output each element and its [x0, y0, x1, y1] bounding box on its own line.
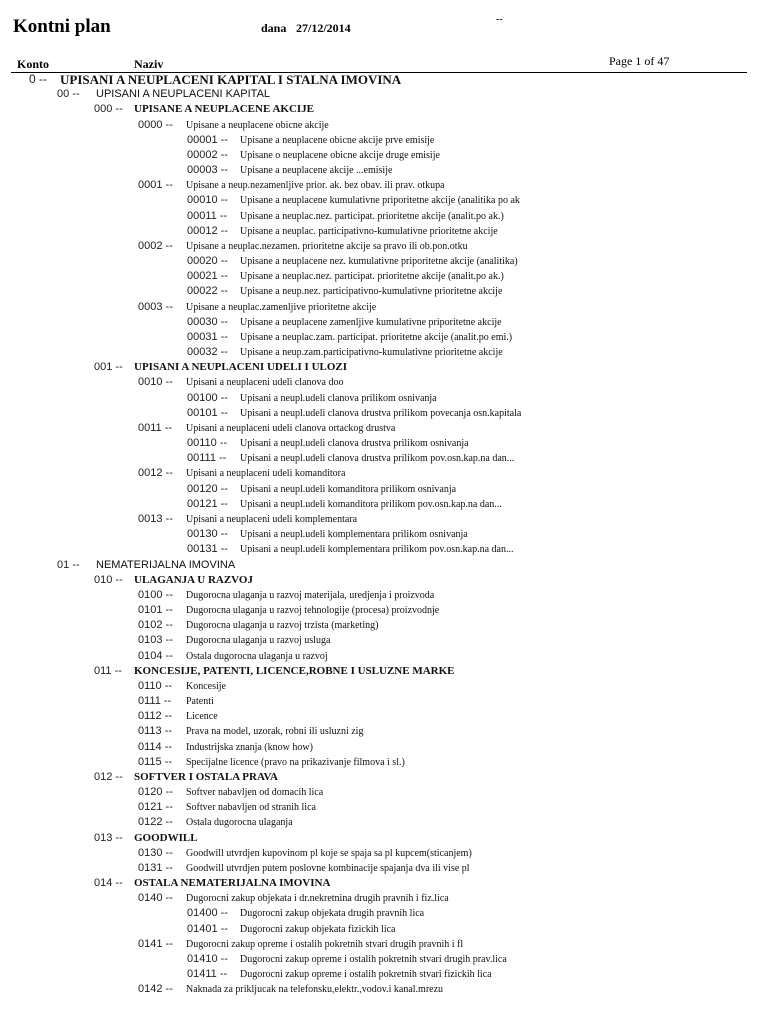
account-name: UPISANI A NEUPLACENI KAPITAL: [96, 88, 271, 101]
account-row: [0, 664, 768, 679]
account-code: 0122 --: [138, 816, 173, 829]
account-code: 0131 --: [138, 861, 173, 874]
account-name: Upisani a neuplaceni udeli komplementara: [186, 513, 358, 525]
account-row: [0, 694, 768, 709]
account-row: [0, 451, 768, 466]
account-name: Upisane a neuplac.zam. participat. prioritetne akcije (analit.po emi.): [240, 331, 513, 343]
account-row: [0, 224, 768, 239]
account-code: 00121 --: [187, 497, 228, 510]
account-code: 0120 --: [138, 786, 173, 799]
account-row: [0, 512, 768, 527]
account-row: [0, 982, 768, 997]
account-code: 00011 --: [187, 209, 228, 222]
account-name: Upisani a neupl.udeli komplementara prilikom osnivanja: [240, 529, 468, 541]
account-name: Dugorocni zakup objekata fizickih lica: [240, 923, 396, 935]
account-row: [0, 891, 768, 906]
account-code: 00120 --: [187, 482, 228, 495]
account-code: 00 --: [57, 88, 80, 101]
account-name: Koncesije: [186, 680, 226, 692]
account-name: Upisani a neuplaceni udeli komanditora: [186, 468, 346, 480]
account-code: 01411 --: [187, 968, 228, 981]
account-row: [0, 466, 768, 481]
date-value: 27/12/2014: [296, 21, 351, 35]
account-name: Upisane a neuplac.nezamen. prioritetne akcije sa pravo ili ob.pon.otku: [186, 240, 468, 252]
account-code: 0110 --: [138, 679, 173, 692]
account-code: 01 --: [57, 558, 80, 571]
account-row: [0, 375, 768, 390]
account-row: [0, 724, 768, 739]
account-name: SOFTVER I OSTALA PRAVA: [134, 770, 278, 783]
account-code: 00100 --: [187, 391, 228, 404]
account-code: 0114 --: [138, 740, 173, 753]
account-name: Naknada za prikljucak na telefonsku,elektr.,vodov.i kanal.mrezu: [186, 984, 444, 996]
account-row: [0, 209, 768, 224]
account-row: [0, 193, 768, 208]
account-code: 01401 --: [187, 922, 228, 935]
account-row: [0, 831, 768, 846]
account-code: 00003 --: [187, 164, 228, 177]
date-label: dana: [261, 21, 287, 35]
account-row: [0, 618, 768, 633]
account-code: 0115 --: [138, 755, 173, 768]
account-name: Upisani a neupl.udeli komplementara prilikom pov.osn.kap.na dan...: [240, 544, 514, 556]
account-name: Upisane a neup.nez. participativno-kumulativne prioritetne akcije: [240, 286, 503, 298]
account-name: Dugorocni zakup opreme i ostalih pokretnih stvari fizickih lica: [240, 969, 492, 981]
account-code: 00110 --: [187, 437, 228, 450]
account-row: [0, 284, 768, 299]
account-code: 0141 --: [138, 937, 173, 950]
account-name: Softver nabavljen od stranih lica: [186, 802, 316, 814]
account-row: [0, 239, 768, 254]
account-code: 0001 --: [138, 179, 173, 192]
account-code: 00111 --: [187, 452, 227, 465]
account-name: Upisane a neuplac.nez. participat. prioritetne akcije (analit.po ak.): [240, 210, 504, 222]
page-number: Page 1 of 47: [609, 54, 670, 68]
column-header-naziv: Naziv: [134, 57, 164, 71]
account-name: Upisani a neupl.udeli komanditora prilikom osnivanja: [240, 483, 457, 495]
account-row: [0, 679, 768, 694]
account-code: 013 --: [94, 831, 123, 844]
account-code: 00021 --: [187, 270, 228, 283]
account-row: [0, 254, 768, 269]
account-row: [0, 300, 768, 315]
header-mark: --: [496, 14, 503, 25]
account-row: [0, 967, 768, 982]
account-code: 0013 --: [138, 512, 173, 525]
account-row: [0, 846, 768, 861]
account-row: [0, 178, 768, 193]
account-name: Upisane a neuplac.nez. participat. prioritetne akcije (analit.po ak.): [240, 271, 504, 283]
account-row: [0, 133, 768, 148]
account-row: [0, 102, 768, 117]
account-name: UPISANI A NEUPLACENI KAPITAL I STALNA IMOVINA: [60, 72, 402, 87]
account-name: ULAGANJA U RAZVOJ: [134, 573, 253, 586]
account-row: [0, 649, 768, 664]
account-name: Dugorocni zakup objekata i dr.nekretnina drugih pravnih i fiz.lica: [186, 893, 449, 905]
account-row: [0, 815, 768, 830]
account-row: [0, 770, 768, 785]
account-name: Upisane a neuplacene akcije ...emisije: [240, 165, 393, 177]
account-row: [0, 603, 768, 618]
account-name: Upisane a neup.nezamenljive prior. ak. bez obav. ili prav. otkupa: [186, 180, 445, 192]
account-code: 010 --: [94, 573, 123, 586]
account-name: NEMATERIJALNA IMOVINA: [96, 558, 236, 571]
account-name: Upisani a neupl.udeli clanova drustva prilikom osnivanja: [240, 438, 469, 450]
account-row: [0, 330, 768, 345]
account-name: GOODWILL: [134, 831, 198, 844]
account-row: [0, 573, 768, 588]
account-code: 0011 --: [138, 421, 173, 434]
account-list: [0, 72, 768, 997]
account-row: [0, 952, 768, 967]
account-code: 0010 --: [138, 376, 173, 389]
account-code: 00131 --: [187, 543, 228, 556]
account-name: Dugorocna ulaganja u razvoj tehnologije (procesa) proizvodnje: [186, 605, 440, 617]
account-name: Upisani a neupl.udeli clanova prilikom osnivanja: [240, 392, 437, 404]
account-code: 0102 --: [138, 619, 173, 632]
account-name: Upisane a neuplac. participativno-kumulativne prioritetne akcije: [240, 225, 498, 237]
account-name: Upisane a neup.zam.participativno-kumulativne prioritetne akcije: [240, 347, 503, 359]
account-name: Industrijska znanja (know how): [186, 741, 313, 753]
account-row: [0, 436, 768, 451]
account-code: 00010 --: [187, 194, 228, 207]
account-code: 0142 --: [138, 983, 173, 996]
account-code: 0104 --: [138, 649, 173, 662]
account-row: [0, 72, 768, 87]
account-code: 00031 --: [187, 330, 228, 343]
account-code: 0002 --: [138, 239, 173, 252]
account-row: [0, 937, 768, 952]
account-row: [0, 391, 768, 406]
account-code: 00130 --: [187, 528, 228, 541]
account-name: Prava na model, uzorak, robni ili usluzni zig: [186, 726, 364, 738]
account-name: Upisane a neuplacene obicne akcije: [186, 119, 329, 131]
account-row: [0, 740, 768, 755]
account-row: [0, 542, 768, 557]
account-code: 01410 --: [187, 952, 228, 965]
account-name: Dugorocna ulaganja u razvoj trzista (marketing): [186, 620, 379, 632]
account-name: Patenti: [186, 696, 214, 708]
account-row: [0, 87, 768, 102]
account-name: Upisane a neuplac.zamenljive prioritetne akcije: [186, 301, 377, 313]
account-row: [0, 906, 768, 921]
account-row: [0, 800, 768, 815]
account-name: UPISANI A NEUPLACENI UDELI I ULOZI: [134, 361, 348, 374]
account-code: 0100 --: [138, 588, 173, 601]
account-name: Ostala dugorocna ulaganja: [186, 817, 293, 829]
account-code: 0112 --: [138, 710, 173, 723]
account-name: Upisane o neuplacene obicne akcije druge emisije: [240, 149, 440, 161]
account-name: Upisane a neuplacene obicne akcije prve emisije: [240, 134, 435, 146]
account-row: [0, 861, 768, 876]
account-code: 00101 --: [187, 406, 228, 419]
account-name: OSTALA NEMATERIJALNA IMOVINA: [134, 877, 331, 890]
account-row: [0, 755, 768, 770]
account-name: Softver nabavljen od domacih lica: [186, 787, 324, 799]
account-name: Dugorocna ulaganja u razvoj materijala, uredjenja i proizvoda: [186, 589, 435, 601]
account-row: [0, 345, 768, 360]
account-code: 00001 --: [187, 133, 228, 146]
column-header-konto: Konto: [17, 57, 50, 71]
account-code: 0 --: [29, 72, 47, 86]
account-row: [0, 421, 768, 436]
account-name: Dugorocni zakup opreme i ostalih pokretnih stvari drugih pravnih i fl: [186, 938, 464, 950]
account-row: [0, 163, 768, 178]
page-title: Kontni plan: [13, 16, 111, 37]
account-name: Dugorocni zakup opreme i ostalih pokretnih stvari drugih prav.lica: [240, 953, 507, 965]
account-row: [0, 482, 768, 497]
account-code: 0003 --: [138, 300, 173, 313]
account-code: 0130 --: [138, 846, 173, 859]
account-row: [0, 148, 768, 163]
account-row: [0, 588, 768, 603]
account-row: [0, 497, 768, 512]
account-name: Specijalne licence (pravo na prikazivanje filmova i sl.): [186, 756, 405, 768]
account-name: Upisane a neuplacene kumulativne priporitetne akcije (analitika po ak: [240, 195, 520, 207]
account-row: [0, 527, 768, 542]
account-name: Goodwill utvrdjen kupovinom pl koje se spaja sa pl kupcem(sticanjem): [186, 847, 472, 859]
account-code: 00012 --: [187, 224, 228, 237]
account-code: 01400 --: [187, 907, 228, 920]
account-name: Upisane a neuplacene nez. kumulativne priporitetne akcije (analitika): [240, 256, 518, 268]
account-row: [0, 922, 768, 937]
account-row: [0, 709, 768, 724]
account-code: 0111 --: [138, 695, 172, 708]
account-code: 00030 --: [187, 315, 228, 328]
account-name: Ostala dugorocna ulaganja u razvoj: [186, 650, 328, 662]
account-code: 0103 --: [138, 634, 173, 647]
account-row: [0, 118, 768, 133]
account-code: 00020 --: [187, 255, 228, 268]
account-row: [0, 360, 768, 375]
account-code: 00032 --: [187, 346, 228, 359]
account-code: 00002 --: [187, 148, 228, 161]
account-code: 014 --: [94, 877, 123, 890]
account-code: 001 --: [94, 361, 123, 374]
account-name: Goodwill utvrdjen putem poslovne kombinacije spajanja dva ili vise pl: [186, 862, 470, 874]
account-name: Dugorocna ulaganja u razvoj usluga: [186, 635, 331, 647]
account-code: 00022 --: [187, 285, 228, 298]
account-name: UPISANE A NEUPLACENE AKCIJE: [134, 103, 315, 116]
account-name: KONCESIJE, PATENTI, LICENCE,ROBNE I USLUZNE MARKE: [134, 664, 455, 677]
account-name: Licence: [186, 711, 218, 723]
account-code: 0101 --: [138, 604, 173, 617]
account-name: Upisani a neupl.udeli clanova drustva prilikom povecanja osn.kapitala: [240, 407, 522, 419]
account-code: 000 --: [94, 103, 123, 116]
account-code: 012 --: [94, 770, 123, 783]
account-code: 0140 --: [138, 892, 173, 905]
account-code: 011 --: [94, 664, 122, 677]
account-row: [0, 269, 768, 284]
account-row: [0, 315, 768, 330]
account-row: [0, 876, 768, 891]
account-code: 0121 --: [138, 801, 173, 814]
account-code: 0000 --: [138, 118, 173, 131]
account-name: Upisani a neuplaceni udeli clanova doo: [186, 377, 344, 389]
account-name: Upisani a neupl.udeli clanova drustva prilikom pov.osn.kap.na dan...: [240, 453, 515, 465]
account-name: Upisane a neuplacene zamenljive kumulativne priporitetne akcije: [240, 316, 502, 328]
account-code: 0113 --: [138, 725, 173, 738]
account-name: Upisani a neupl.udeli komanditora prilikom pov.osn.kap.na dan...: [240, 498, 502, 510]
account-row: [0, 633, 768, 648]
account-row: [0, 406, 768, 421]
account-name: Dugorocni zakup objekata drugih pravnih lica: [240, 908, 425, 920]
account-code: 0012 --: [138, 467, 173, 480]
account-row: [0, 785, 768, 800]
account-row: [0, 558, 768, 573]
account-name: Upisani a neuplaceni udeli clanova ortackog drustva: [186, 422, 396, 434]
